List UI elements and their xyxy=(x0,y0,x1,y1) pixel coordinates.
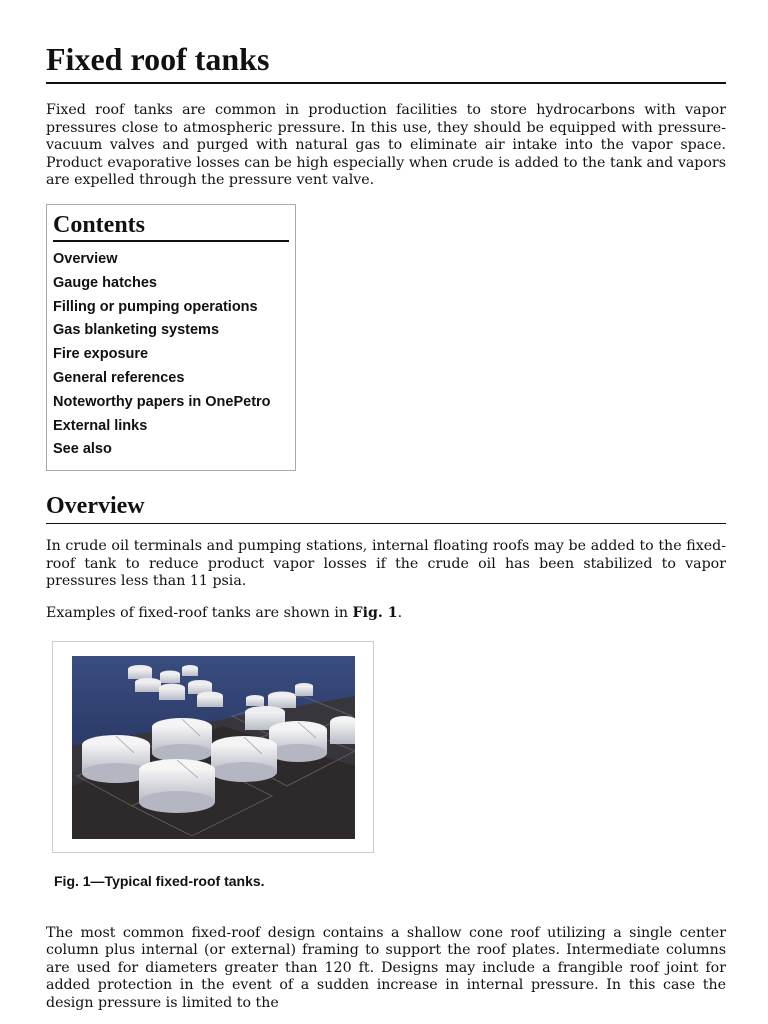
toc-item-gas-blanketing[interactable]: Gas blanketing systems xyxy=(53,322,220,339)
page-title: Fixed roof tanks xyxy=(46,0,726,84)
table-of-contents xyxy=(46,204,296,471)
overview-paragraph-1: In crude oil terminals and pumping stations, internal floating roofs may be added to the fixed-roof tank to reduce product vapor losses if the crude oil has been stabilized to vapor pressures less than 11 psia. xyxy=(46,538,726,590)
para2-prefix: Examples of fixed-roof tanks are shown in xyxy=(46,604,353,621)
figure-1 xyxy=(52,641,374,853)
toc-item-noteworthy-papers[interactable]: Noteworthy papers in OnePetro xyxy=(53,393,271,410)
fig-reference: Fig. 1 xyxy=(352,604,398,621)
toc-item-see-also[interactable]: See also xyxy=(53,441,112,458)
tank-farm-photo xyxy=(72,656,355,839)
para2-suffix: . xyxy=(397,604,403,621)
toc-item-general-references[interactable]: General references xyxy=(53,369,185,386)
article xyxy=(46,0,726,1012)
overview-paragraph-2 xyxy=(46,605,726,623)
toc-item-external-links[interactable]: External links xyxy=(53,417,148,434)
figure-caption: Fig. 1—Typical fixed-roof tanks. xyxy=(54,872,265,889)
toc-title: Contents xyxy=(53,211,289,242)
toc-list xyxy=(53,248,289,462)
intro-paragraph: Fixed roof tanks are common in production facilities to store hydrocarbons with vapor pressures close to atmospheric pressure. In this use, they should be equipped with pressure-vacuum valves and purged with natural gas to eliminate air intake into the vapor space. Product evaporative losses can be high especially when crude is added to the tank and vapors are expelled through the pressure vent valve. xyxy=(46,102,726,189)
overview-paragraph-3: The most common fixed-roof design contains a shallow cone roof utilizing a single center column plus internal (or external) framing to support the roof plates. Intermediate columns are used for diameters greater than 120 ft. Designs may include a frangible roof joint for added protection in the event of a sudden increase in internal pressure. In this case the design pressure is limited to the xyxy=(46,924,726,1011)
toc-item-overview[interactable]: Overview xyxy=(53,250,118,267)
section-heading-overview: Overview xyxy=(46,491,726,524)
toc-item-filling[interactable]: Filling or pumping operations xyxy=(53,298,258,315)
toc-item-gauge-hatches[interactable]: Gauge hatches xyxy=(53,274,157,291)
toc-item-fire-exposure[interactable]: Fire exposure xyxy=(53,346,149,363)
